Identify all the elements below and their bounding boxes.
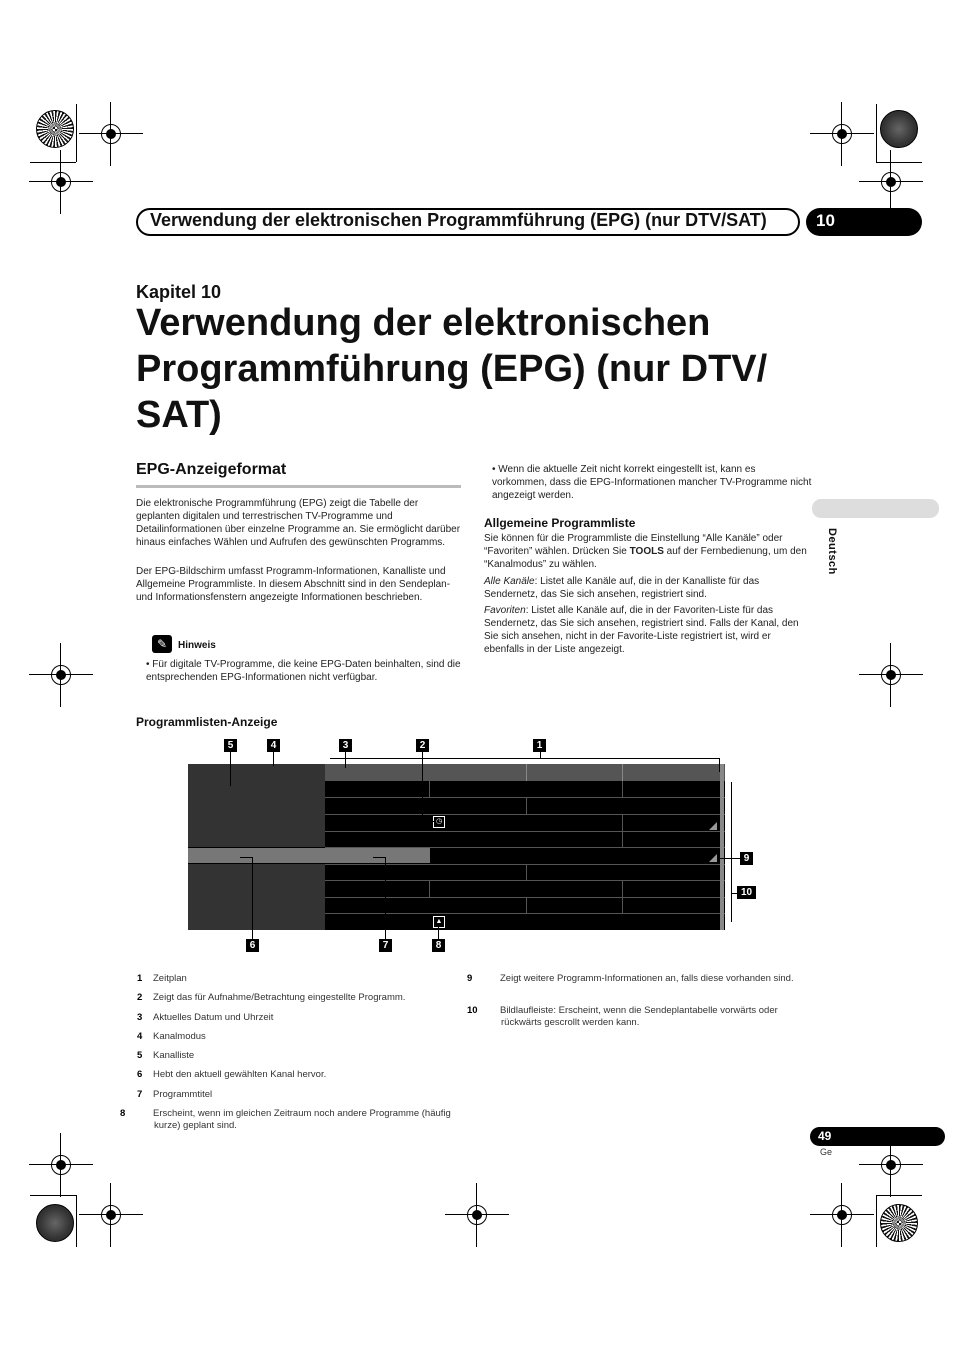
callout-line [330, 758, 720, 759]
callout-1: 1 [533, 739, 546, 752]
diagram-heading: Programmlisten-Anzeige [136, 715, 278, 729]
crop-line [876, 104, 877, 162]
grid-line [526, 897, 527, 913]
chapter-label: Kapitel 10 [136, 282, 222, 302]
section-rule [136, 485, 461, 488]
legend-item: 10 Bildlaufleiste: Erscheint, wenn die Sendeplantabelle vorwärts oder rückwärts gescrollt werden kann. [467, 1005, 778, 1028]
more-info-icon [709, 854, 717, 862]
crosshair-icon [47, 1151, 75, 1179]
more-info-icon [709, 822, 717, 830]
page-language: Ge [820, 1147, 833, 1157]
grid-line [429, 781, 430, 797]
grid-line [622, 781, 623, 797]
section-paragraph: Der EPG-Bildschirm umfasst Programm-Informationen, Kanalliste und Allgemeine Programmliste. In diesem Abschnitt sind in den Sendeplan- und Informationsfenstern angezeigte Informationen beschrieben. [136, 566, 451, 603]
chapter-title: Verwendung der elektronischen Programmführung (EPG) (nur DTV/ SAT) [136, 302, 768, 436]
callout-4: 4 [267, 739, 280, 752]
callout-line [731, 893, 737, 894]
crosshair-icon [97, 120, 125, 148]
crop-line [76, 1195, 77, 1247]
section-paragraph: Die elektronische Programmführung (EPG) zeigt die Tabelle der geplanten digitalen und terrestrischen TV-Programme und Detailinformationen über einzelne Programme an. Sie ermöglicht darüber hinaus einfaches Wählen und Aufrufen des gewünschten Programms. [136, 498, 461, 548]
legend-item: 5 Kanalliste [137, 1050, 195, 1061]
grid-line [325, 797, 725, 798]
registration-disc [880, 1204, 918, 1242]
timer-icon: ◷ [433, 816, 445, 828]
crop-line [30, 162, 76, 163]
legend-item: 8 Erscheint, wenn im gleichen Zeitraum noch andere Programme (häufig kurze) geplant sind. [120, 1108, 451, 1131]
callout-2: 2 [416, 739, 429, 752]
grid-line [622, 814, 623, 847]
crosshair-icon [877, 1151, 905, 1179]
channel-mode-panel [188, 764, 325, 847]
legend-item: 6 Hebt den aktuell gewählten Kanal hervor. [137, 1069, 327, 1080]
callout-6: 6 [246, 939, 259, 952]
callout-line [719, 758, 720, 772]
pencil-icon: ✎ [152, 635, 172, 653]
callout-line [438, 926, 439, 939]
registration-disc [36, 110, 74, 148]
callout-line [385, 857, 386, 939]
time-divider [622, 764, 623, 781]
crosshair-icon [47, 168, 75, 196]
crosshair-icon [463, 1201, 491, 1229]
side-language-label: Deutsch [826, 528, 838, 575]
callout-8: 8 [432, 939, 445, 952]
subsection-heading: Allgemeine Programmliste [484, 516, 636, 530]
section-heading: EPG-Anzeigeformat [136, 461, 287, 478]
callout-line [345, 752, 346, 768]
callout-10: 10 [737, 886, 756, 899]
legend-item: 7 Programmtitel [137, 1089, 213, 1100]
callout-9: 9 [740, 852, 753, 865]
callout-line [373, 857, 385, 858]
crosshair-icon [828, 120, 856, 148]
grid-line [325, 831, 725, 832]
callout-line [422, 821, 434, 822]
time-divider [526, 764, 527, 781]
callout-3: 3 [339, 739, 352, 752]
bullet-text: • Wenn die aktuelle Zeit nicht korrekt eingestellt ist, kann es vorkommen, dass die EPG-Informationen mancher TV-Programme nicht angezeigt werden. [492, 464, 812, 501]
time-bar [325, 764, 725, 781]
crosshair-icon [97, 1201, 125, 1229]
grid-line [325, 847, 725, 848]
grid-line [526, 864, 527, 880]
crosshair-icon [47, 661, 75, 689]
callout-line [422, 752, 423, 822]
selected-channel-row [188, 848, 430, 863]
callout-line [540, 752, 541, 758]
more-programs-icon: ▲ [433, 916, 445, 928]
paragraph: Alle Kanäle: Listet alle Kanäle auf, die in der Kanalliste für das Sendernetz, das Sie sich ansehen, registriert sind. [484, 576, 760, 600]
registration-disc [880, 110, 918, 148]
crosshair-icon [828, 1201, 856, 1229]
crop-line [876, 1195, 877, 1247]
crosshair-icon [877, 661, 905, 689]
legend-item: 4 Kanalmodus [137, 1031, 206, 1042]
page-number: 49 [810, 1127, 945, 1146]
callout-7: 7 [379, 939, 392, 952]
callout-line [717, 858, 740, 859]
header-title: Verwendung der elektronischen Programmführung (EPG) (nur DTV/SAT) [150, 210, 767, 230]
legend-item: 2 Zeigt das für Aufnahme/Betrachtung eingestellte Programm. [137, 992, 406, 1003]
callout-line [252, 857, 253, 939]
crop-line [30, 1195, 76, 1196]
grid-line [429, 880, 430, 897]
channel-list-panel [188, 864, 325, 930]
callout-line [273, 752, 274, 766]
callout-line [230, 752, 231, 786]
crop-line [76, 104, 77, 162]
registration-disc [36, 1204, 74, 1242]
grid-line [325, 814, 725, 815]
paragraph: Favoriten: Listet alle Kanäle auf, die in der Favoriten-Liste für das Sendernetz, das Sie sich ansehen, registriert sind. Falls der Kanal, den Sie sich ansehen, nicht in der Favorite-Liste registriert ist, wird er ebenfalls in der Liste angezeigt. [484, 605, 799, 655]
callout-line [240, 857, 252, 858]
crosshair-icon [877, 168, 905, 196]
chapter-number-badge: 10 [806, 208, 922, 236]
paragraph: Sie können für die Programmliste die Einstellung “Alle Kanäle” oder “Favoriten” wählen. Drücken Sie TOOLS auf der Fernbedienung, um den “Kanalmodus” zu wählen. [484, 533, 807, 570]
scrollbar [720, 764, 724, 930]
callout-line [731, 782, 732, 922]
grid-line [526, 798, 527, 814]
legend-item: 9 Zeigt weitere Programm-Informationen an, falls diese vorhanden sind. [467, 973, 794, 984]
grid-line [622, 880, 623, 913]
legend-item: 1 Zeitplan [137, 973, 187, 984]
note-label: Hinweis [178, 640, 216, 651]
epg-screen [188, 764, 725, 930]
callout-5: 5 [224, 739, 237, 752]
crop-line [876, 1195, 922, 1196]
legend-item: 3 Aktuelles Datum und Uhrzeit [137, 1012, 274, 1023]
side-tab [812, 499, 939, 518]
note-text: • Für digitale TV-Programme, die keine EPG-Daten beinhalten, sind die entsprechenden EPG-Informationen nicht verfügbar. [146, 659, 461, 683]
crop-line [876, 162, 922, 163]
